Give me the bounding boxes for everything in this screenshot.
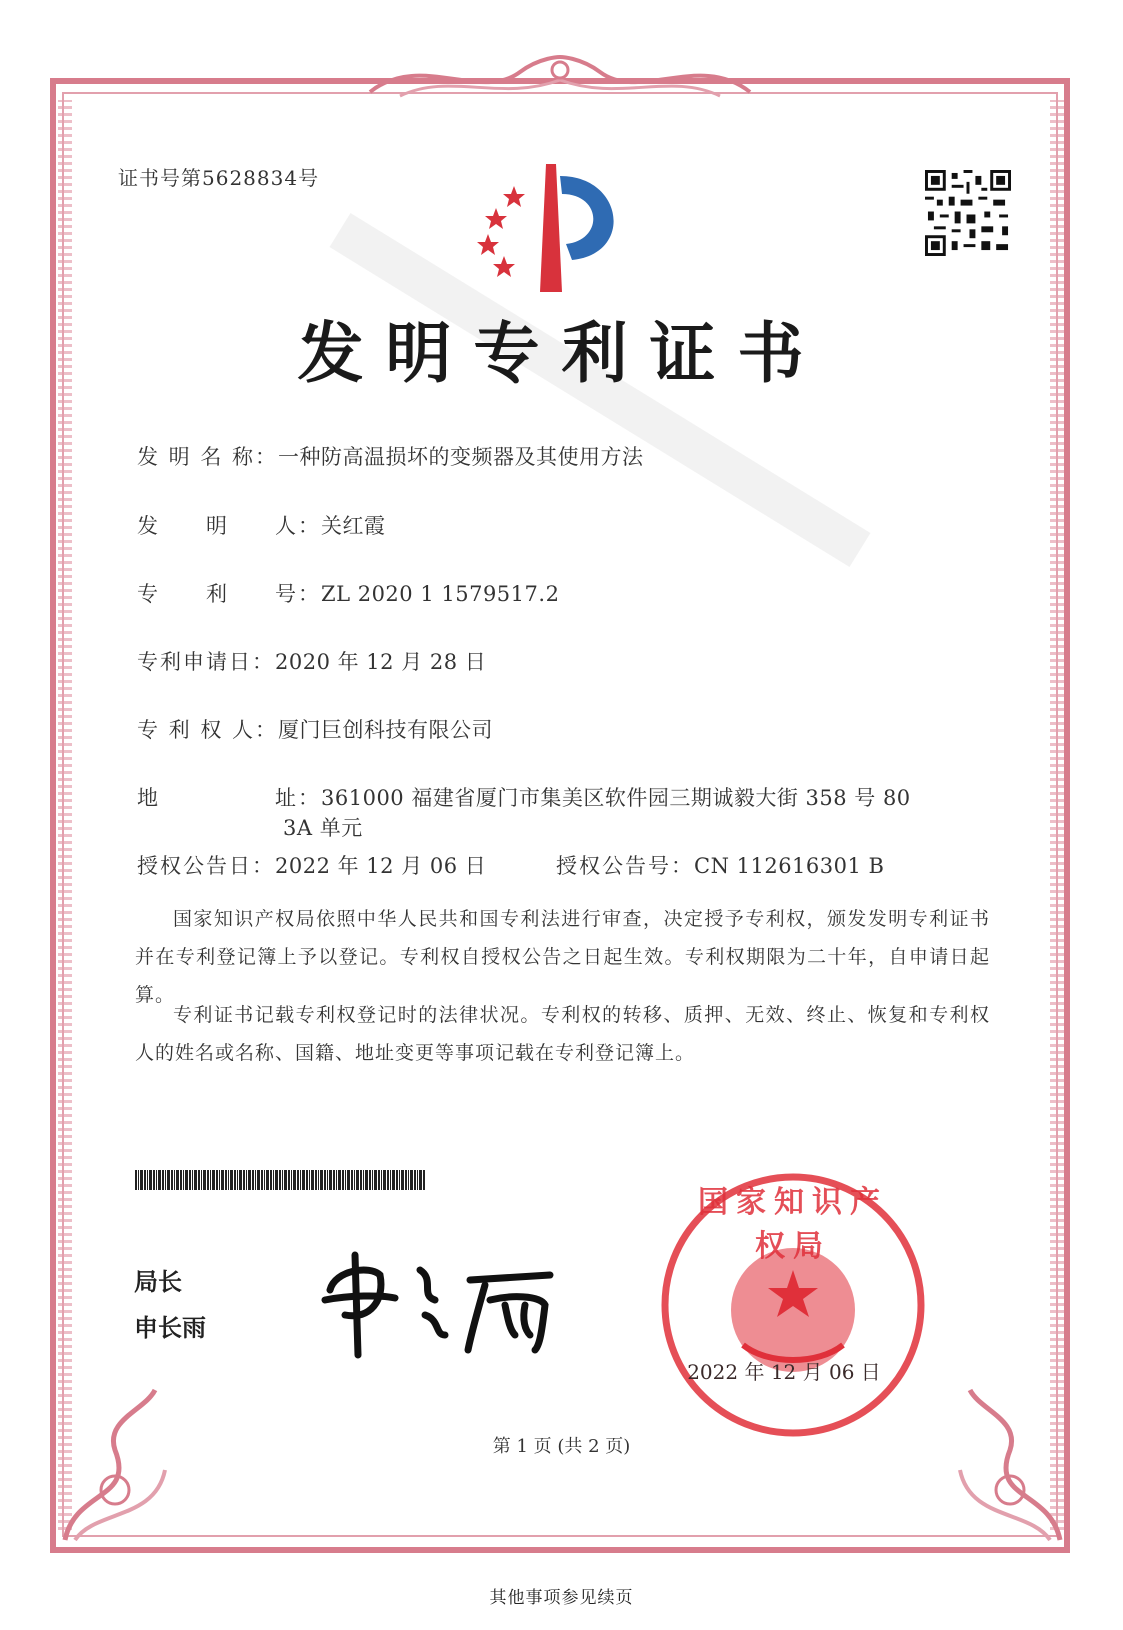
legal-paragraph-2: 专利证书记载专利权登记时的法律状况。专利权的转移、质押、无效、终止、恢复和专利权人的姓名或名称、国籍、地址变更等事项记载在专利登记簿上。	[135, 1004, 990, 1064]
patent-number-value: ZL 2020 1 1579517.2	[321, 582, 560, 606]
field-address	[137, 782, 911, 812]
invention-name-value: 一种防高温损坏的变频器及其使用方法	[278, 445, 644, 469]
cnipa-logo-icon	[474, 164, 644, 294]
patentee-label: 专 利 权 人：	[137, 718, 279, 742]
field-address-continued	[283, 812, 363, 842]
field-grant-date	[137, 850, 486, 880]
address-value-line2: 3A 单元	[283, 816, 363, 840]
field-inventor	[137, 510, 386, 540]
field-patentee	[137, 714, 493, 744]
patent-number-label: 专 利 号：	[137, 582, 321, 606]
certificate-number: 证书号第5628834号	[118, 166, 320, 190]
field-filing-date	[137, 646, 486, 676]
seal-date: 2022 年 12 月 06 日	[687, 1360, 881, 1384]
page-number: 第 1 页 (共 2 页)	[492, 1436, 631, 1457]
invention-name-label: 发 明 名 称：	[137, 445, 279, 469]
grant-number-label: 授权公告号：	[556, 854, 694, 878]
inventor-label: 发 明 人：	[137, 514, 321, 538]
inventor-value: 关红霞	[321, 514, 386, 538]
grant-number-value: CN 112616301 B	[694, 854, 885, 878]
address-label: 地 址：	[137, 786, 321, 810]
patentee-value: 厦门巨创科技有限公司	[278, 718, 494, 742]
filing-date-value: 2020 年 12 月 28 日	[275, 650, 487, 674]
legal-paragraph-1: 国家知识产权局依照中华人民共和国专利法进行审查，决定授予专利权，颁发发明专利证书并在专利登记簿上予以登记。专利权自授权公告之日起生效。专利权期限为二十年，自申请日起算。	[135, 908, 990, 1006]
grant-date-value: 2022 年 12 月 06 日	[275, 854, 487, 878]
director-name: 申长雨	[134, 1314, 206, 1342]
qr-code-icon	[925, 170, 1011, 256]
field-invention-name	[137, 441, 644, 471]
continue-note: 其他事项参见续页	[489, 1588, 634, 1608]
certificate-title: 发明专利证书	[297, 314, 826, 392]
bottom-left-ornament	[55, 1370, 185, 1550]
field-grant-number	[556, 850, 884, 880]
barcode	[135, 1170, 425, 1190]
director-title: 局长	[134, 1268, 182, 1296]
filing-date-label: 专利申请日：	[137, 650, 275, 674]
top-ornament	[360, 52, 760, 108]
grant-date-label: 授权公告日：	[137, 854, 275, 878]
field-patent-number	[137, 578, 559, 608]
seal-text: 国家知识产权局	[698, 1185, 888, 1264]
address-value-line1: 361000 福建省厦门市集美区软件园三期诚毅大街 358 号 80	[321, 786, 911, 810]
bottom-right-ornament	[940, 1370, 1070, 1550]
handwritten-signature	[310, 1240, 570, 1360]
